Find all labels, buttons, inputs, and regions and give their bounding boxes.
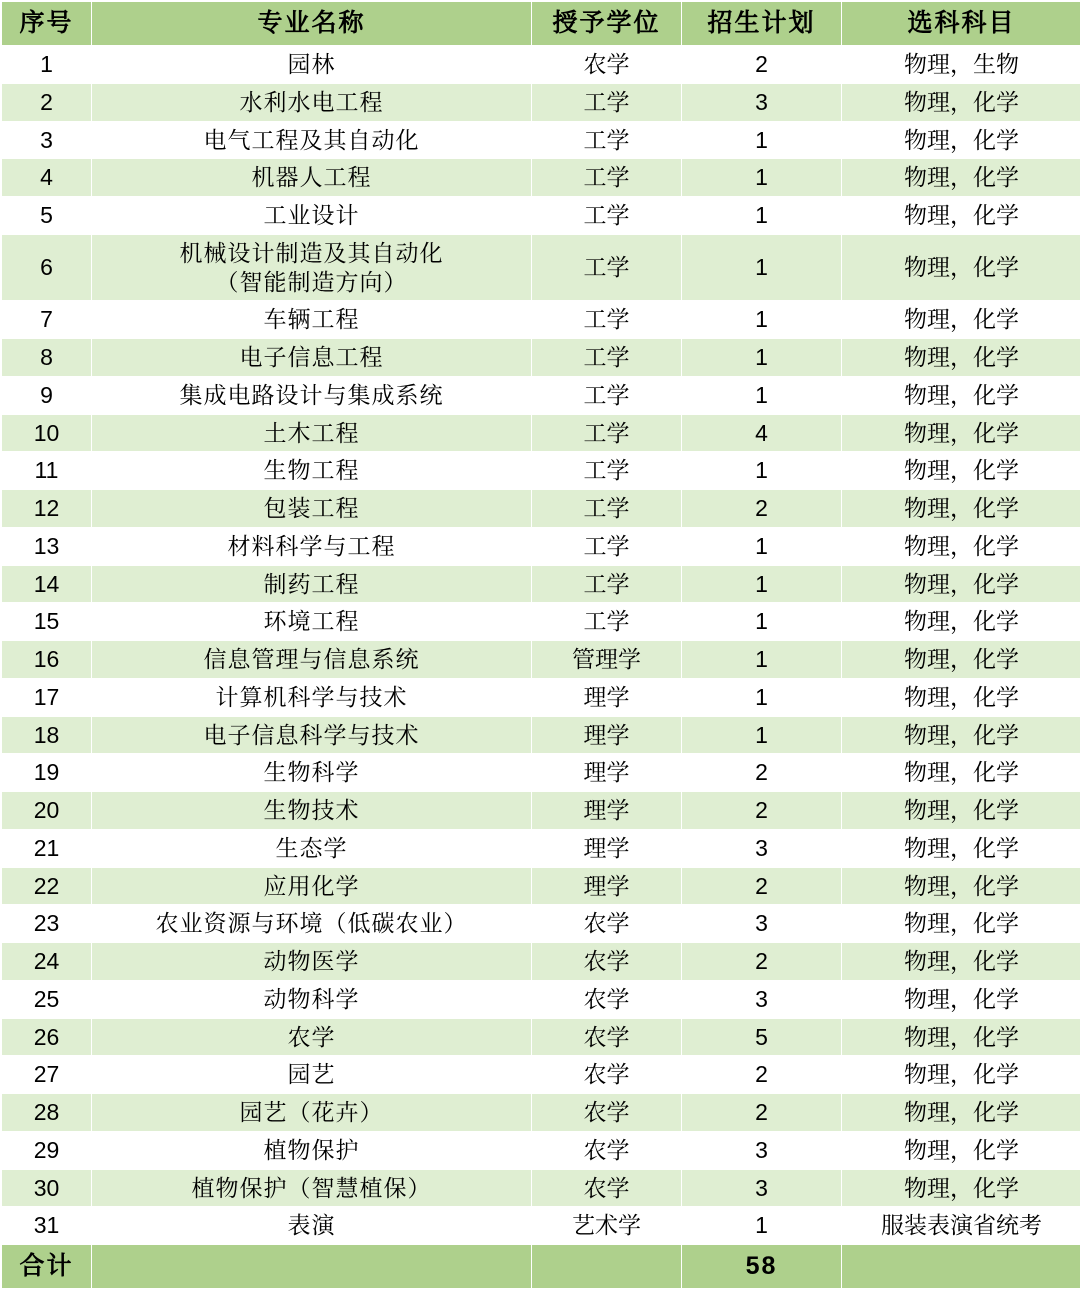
table-row [2,980,1080,1018]
cell-plan: 2 [682,46,842,84]
cell-plan: 2 [682,867,842,905]
cell-subjects: 物理，化学 [842,641,1080,679]
cell-subjects: 物理，化学 [842,1169,1080,1207]
total-label: 合计 [2,1245,92,1289]
cell-subjects: 物理，化学 [842,197,1080,235]
header-row [2,2,1080,46]
cell-degree: 工学 [532,527,682,565]
total-row [2,1245,1080,1289]
cell-major: 园林 [92,46,532,84]
table-row [2,527,1080,565]
table-row [2,565,1080,603]
cell-no: 20 [2,792,92,830]
cell-subjects: 物理，化学 [842,867,1080,905]
cell-no: 28 [2,1094,92,1132]
cell-degree: 工学 [532,452,682,490]
cell-degree: 农学 [532,1056,682,1094]
total-degree [532,1245,682,1289]
cell-major: 水利水电工程 [92,83,532,121]
cell-subjects: 物理，化学 [842,339,1080,377]
cell-no: 16 [2,641,92,679]
cell-no: 7 [2,301,92,339]
cell-subjects: 物理，化学 [842,943,1080,981]
cell-major: 电子信息科学与技术 [92,716,532,754]
table-row [2,641,1080,679]
table-row [2,339,1080,377]
cell-no: 21 [2,829,92,867]
cell-plan: 5 [682,1018,842,1056]
cell-degree: 工学 [532,376,682,414]
table-row [2,490,1080,528]
header-cell-major: 专业名称 [92,2,532,46]
cell-major: 制药工程 [92,565,532,603]
table-row [2,1207,1080,1245]
cell-major: 园艺（花卉） [92,1094,532,1132]
admission-plan-table [1,1,1080,1289]
cell-plan: 1 [682,527,842,565]
cell-major: 电气工程及其自动化 [92,121,532,159]
cell-plan: 2 [682,1094,842,1132]
cell-major: 应用化学 [92,867,532,905]
cell-degree: 农学 [532,1018,682,1056]
cell-no: 14 [2,565,92,603]
cell-degree: 工学 [532,301,682,339]
cell-plan: 2 [682,1056,842,1094]
cell-subjects: 物理，化学 [842,1056,1080,1094]
cell-major: 生物科学 [92,754,532,792]
cell-no: 1 [2,46,92,84]
cell-degree: 工学 [532,83,682,121]
cell-major: 生物技术 [92,792,532,830]
cell-no: 17 [2,678,92,716]
cell-subjects: 物理，化学 [842,792,1080,830]
cell-degree: 理学 [532,792,682,830]
cell-no: 22 [2,867,92,905]
cell-subjects: 物理，化学 [842,121,1080,159]
cell-major: 材料科学与工程 [92,527,532,565]
table-row [2,414,1080,452]
cell-plan: 3 [682,83,842,121]
cell-major: 农学 [92,1018,532,1056]
cell-degree: 艺术学 [532,1207,682,1245]
cell-plan: 2 [682,490,842,528]
table-row [2,867,1080,905]
cell-plan: 1 [682,234,842,301]
header-cell-plan: 招生计划 [682,2,842,46]
cell-no: 8 [2,339,92,377]
cell-no: 26 [2,1018,92,1056]
table-row [2,1169,1080,1207]
cell-subjects: 物理，化学 [842,159,1080,197]
cell-degree: 理学 [532,716,682,754]
cell-degree: 农学 [532,980,682,1018]
cell-no: 13 [2,527,92,565]
cell-major: 机械设计制造及其自动化 （智能制造方向） [92,234,532,301]
table-row [2,1056,1080,1094]
header-cell-no: 序号 [2,2,92,46]
cell-major: 机器人工程 [92,159,532,197]
cell-subjects: 物理，化学 [842,1131,1080,1169]
cell-subjects: 物理，化学 [842,452,1080,490]
cell-subjects: 服装表演省统考 [842,1207,1080,1245]
cell-major: 工业设计 [92,197,532,235]
cell-no: 11 [2,452,92,490]
cell-subjects: 物理，化学 [842,301,1080,339]
cell-major: 土木工程 [92,414,532,452]
table-row [2,121,1080,159]
table-row [2,46,1080,84]
table-row [2,1094,1080,1132]
table-body [2,46,1080,1289]
cell-subjects: 物理，化学 [842,1018,1080,1056]
table-row [2,83,1080,121]
cell-plan: 1 [682,159,842,197]
cell-no: 24 [2,943,92,981]
cell-subjects: 物理，化学 [842,829,1080,867]
table-row [2,716,1080,754]
cell-no: 18 [2,716,92,754]
cell-major: 生物工程 [92,452,532,490]
cell-no: 23 [2,905,92,943]
cell-plan: 1 [682,452,842,490]
cell-degree: 农学 [532,46,682,84]
cell-plan: 1 [682,716,842,754]
table-row [2,943,1080,981]
table-header [2,2,1080,46]
cell-major: 农业资源与环境（低碳农业） [92,905,532,943]
cell-subjects: 物理，生物 [842,46,1080,84]
cell-no: 5 [2,197,92,235]
table-row [2,829,1080,867]
cell-major: 植物保护 [92,1131,532,1169]
cell-major: 集成电路设计与集成系统 [92,376,532,414]
header-cell-subjects: 选科科目 [842,2,1080,46]
table-row [2,1018,1080,1056]
cell-degree: 工学 [532,565,682,603]
cell-subjects: 物理，化学 [842,678,1080,716]
cell-no: 27 [2,1056,92,1094]
cell-major: 表演 [92,1207,532,1245]
cell-major: 动物医学 [92,943,532,981]
cell-subjects: 物理，化学 [842,754,1080,792]
cell-degree: 农学 [532,1131,682,1169]
table-row [2,301,1080,339]
cell-degree: 农学 [532,1094,682,1132]
total-subjects [842,1245,1080,1289]
cell-degree: 工学 [532,197,682,235]
cell-plan: 1 [682,197,842,235]
cell-major: 生态学 [92,829,532,867]
cell-no: 29 [2,1131,92,1169]
cell-plan: 3 [682,980,842,1018]
cell-no: 15 [2,603,92,641]
cell-subjects: 物理，化学 [842,980,1080,1018]
cell-degree: 工学 [532,414,682,452]
cell-major: 植物保护（智慧植保） [92,1169,532,1207]
cell-no: 19 [2,754,92,792]
table-row [2,792,1080,830]
cell-major: 电子信息工程 [92,339,532,377]
cell-no: 4 [2,159,92,197]
total-major [92,1245,532,1289]
cell-degree: 农学 [532,905,682,943]
cell-no: 2 [2,83,92,121]
cell-plan: 2 [682,943,842,981]
cell-subjects: 物理，化学 [842,716,1080,754]
cell-degree: 农学 [532,1169,682,1207]
table-row [2,1131,1080,1169]
cell-plan: 4 [682,414,842,452]
cell-degree: 工学 [532,121,682,159]
cell-plan: 1 [682,565,842,603]
cell-major: 包装工程 [92,490,532,528]
cell-plan: 1 [682,641,842,679]
cell-subjects: 物理，化学 [842,905,1080,943]
table-row [2,678,1080,716]
cell-plan: 2 [682,792,842,830]
cell-degree: 工学 [532,234,682,301]
cell-degree: 理学 [532,754,682,792]
cell-plan: 2 [682,754,842,792]
cell-plan: 1 [682,121,842,159]
cell-subjects: 物理，化学 [842,83,1080,121]
cell-no: 9 [2,376,92,414]
cell-plan: 1 [682,603,842,641]
cell-major: 车辆工程 [92,301,532,339]
cell-subjects: 物理，化学 [842,376,1080,414]
cell-no: 6 [2,234,92,301]
cell-major: 信息管理与信息系统 [92,641,532,679]
cell-no: 31 [2,1207,92,1245]
cell-major: 园艺 [92,1056,532,1094]
cell-plan: 3 [682,1131,842,1169]
cell-major: 环境工程 [92,603,532,641]
cell-subjects: 物理，化学 [842,490,1080,528]
cell-subjects: 物理，化学 [842,527,1080,565]
cell-degree: 工学 [532,603,682,641]
cell-degree: 理学 [532,678,682,716]
cell-degree: 工学 [532,490,682,528]
cell-degree: 管理学 [532,641,682,679]
table-row [2,376,1080,414]
cell-degree: 工学 [532,159,682,197]
cell-subjects: 物理，化学 [842,1094,1080,1132]
header-cell-degree: 授予学位 [532,2,682,46]
cell-plan: 3 [682,829,842,867]
table-row [2,754,1080,792]
cell-plan: 3 [682,1169,842,1207]
cell-subjects: 物理，化学 [842,414,1080,452]
table-row [2,234,1080,301]
cell-degree: 理学 [532,829,682,867]
cell-no: 3 [2,121,92,159]
cell-subjects: 物理，化学 [842,603,1080,641]
cell-subjects: 物理，化学 [842,565,1080,603]
table-row [2,159,1080,197]
cell-plan: 3 [682,905,842,943]
cell-degree: 工学 [532,339,682,377]
cell-plan: 1 [682,339,842,377]
table-row [2,905,1080,943]
cell-no: 25 [2,980,92,1018]
cell-subjects: 物理，化学 [842,234,1080,301]
cell-degree: 理学 [532,867,682,905]
cell-plan: 1 [682,376,842,414]
cell-plan: 1 [682,1207,842,1245]
cell-major: 动物科学 [92,980,532,1018]
table-row [2,603,1080,641]
cell-no: 10 [2,414,92,452]
cell-major: 计算机科学与技术 [92,678,532,716]
cell-no: 30 [2,1169,92,1207]
table-row [2,197,1080,235]
cell-no: 12 [2,490,92,528]
cell-plan: 1 [682,678,842,716]
total-plan: 58 [682,1245,842,1289]
cell-degree: 农学 [532,943,682,981]
table-row [2,452,1080,490]
cell-plan: 1 [682,301,842,339]
